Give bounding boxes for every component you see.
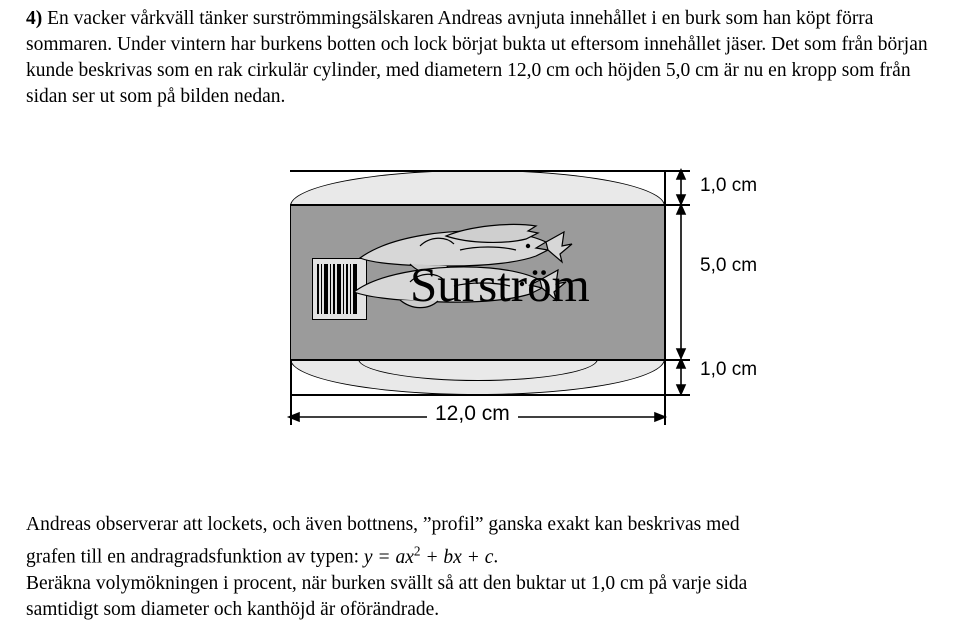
- quadratic-formula: $y = ax^2$ + bx + c: [363, 543, 494, 568]
- outro-line-2-post: .: [493, 546, 499, 568]
- dimension-label-diameter: 12,0 cm: [427, 402, 518, 426]
- witness-line-right: [664, 170, 666, 425]
- extension-line-body-bottom: [290, 359, 690, 361]
- extension-line-bottom: [290, 394, 690, 396]
- problem-number: 4): [26, 8, 43, 29]
- problem-question: [26, 512, 936, 623]
- outro-line-2: [26, 538, 936, 571]
- dimension-label-bottom: 1,0 cm: [700, 359, 758, 380]
- outro-line-1: Andreas observerar att lockets, och även bottnens, ”profil” ganska exakt kan beskrivas med: [26, 514, 740, 535]
- can-lid-bulge: [290, 170, 665, 206]
- extension-line-top: [290, 170, 690, 172]
- can-figure: [280, 162, 820, 437]
- dimension-label-height: 5,0 cm: [700, 255, 758, 276]
- outro-line-4: samtidigt som diameter och kanthöjd är oförändrade.: [26, 598, 440, 620]
- can-label-text: Surström: [410, 257, 590, 312]
- problem-statement: [26, 6, 936, 110]
- outro-line-3: Beräkna volymökningen i procent, när burken svällt så att den buktar ut 1,0 cm på varje sida: [26, 572, 748, 594]
- outro-line-2-pre: grafen till en andragradsfunktion av typen:: [26, 546, 364, 568]
- extension-line-body-top: [290, 204, 690, 206]
- dimension-label-lid: 1,0 cm: [700, 175, 758, 196]
- vertical-dimension-arrows: [668, 162, 694, 412]
- problem-intro-text: En vacker vårkväll tänker surströmmingsälskaren Andreas avnjuta innehållet i en burk som han köpt förra sommaren. Under vintern har burkens botten och lock börjat bukta ut eftersom innehållet jäser. Det som från början kunde beskrivas som en rak cirkulär cylinder, med diametern 12,0 cm och höjden 5,0 cm är nu en kropp som från sidan ser ut som på bilden nedan.: [26, 8, 928, 107]
